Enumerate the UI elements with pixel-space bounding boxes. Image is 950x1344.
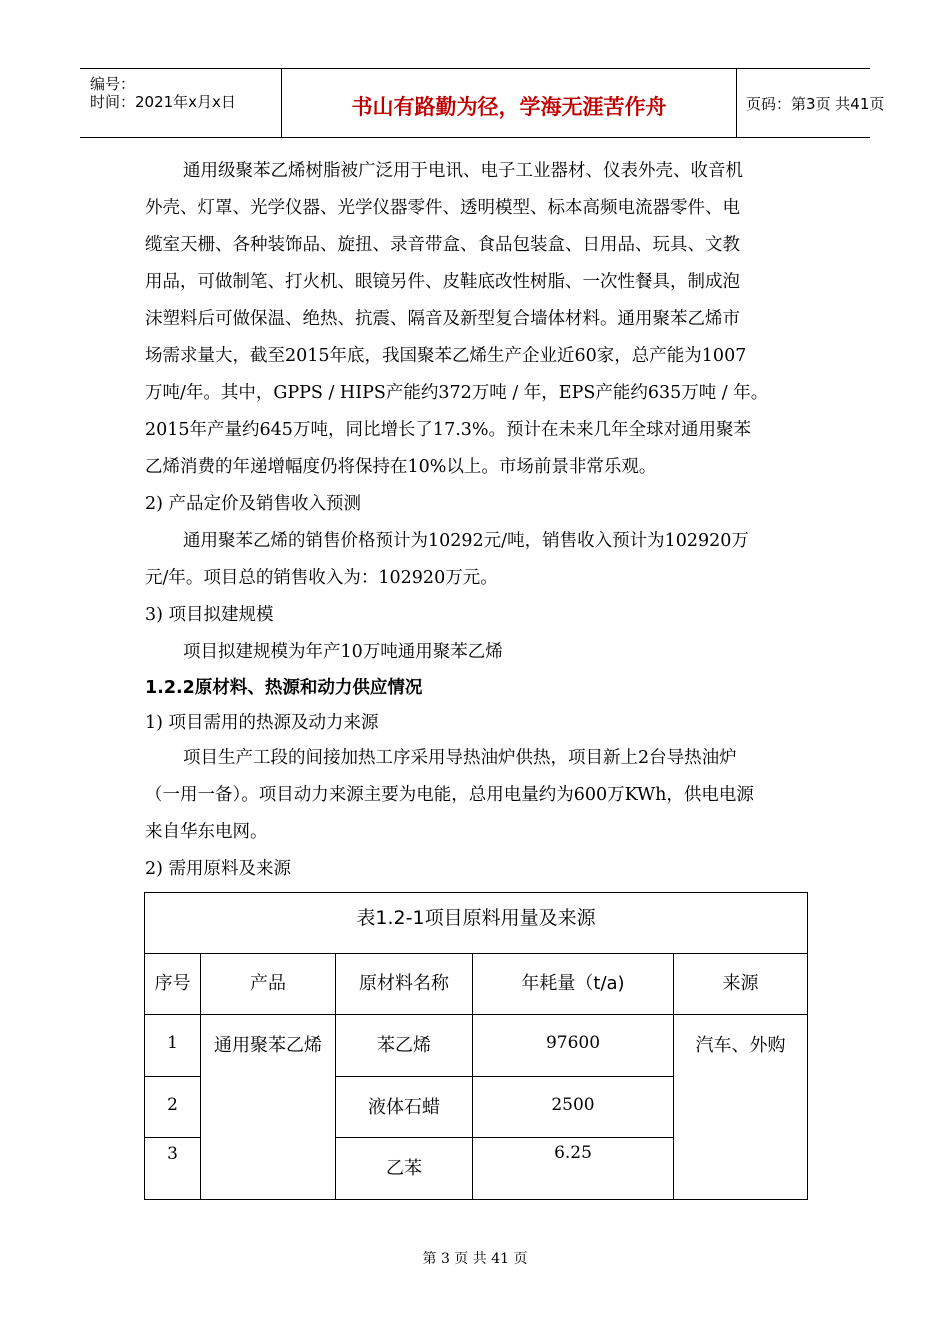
paragraph-line: 万吨/年。其中，GPPS / HIPS产能约372万吨 / 年，EPS产能约635万吨 / 年。 — [145, 383, 769, 403]
materials-table — [144, 892, 808, 1200]
sec3-heading: 3) 项目拟建规模 — [145, 605, 274, 625]
paragraph-line: 场需求量大，截至2015年底，我国聚苯乙烯生产企业近60家，总产能为1007 — [145, 346, 747, 366]
sub1-heading: 1) 项目需用的热源及动力来源 — [145, 713, 379, 733]
page-footer: 第 3 页 共 41 页 — [422, 1251, 528, 1267]
header-date: 时间：2021年x月x日 — [90, 93, 236, 111]
header-motto: 书山有路勤为径，学海无涯苦作舟 — [351, 95, 667, 119]
paragraph-line: 沫塑料后可做保温、绝热、抗震、隔音及新型复合墙体材料。通用聚苯乙烯市 — [145, 309, 740, 329]
paragraph-line: 2015年产量约645万吨，同比增长了17.3%。预计在未来几年全球对通用聚苯 — [145, 420, 752, 440]
paragraph-line: 元/年。项目总的销售收入为：102920万元。 — [145, 568, 498, 588]
header-meta — [80, 69, 280, 137]
paragraph-line: 通用级聚苯乙烯树脂被广泛用于电讯、电子工业器材、仪表外壳、收音机 — [183, 161, 743, 181]
header-product: 产品 — [250, 973, 286, 994]
table-header-cell — [473, 953, 674, 1015]
paragraph-line: 用品，可做制笔、打火机、眼镜另件、皮鞋底改性树脂、一次性餐具，制成泡 — [145, 272, 740, 292]
material-name: 乙苯 — [386, 1158, 422, 1179]
table-cell-material — [336, 1138, 473, 1199]
paragraph-line: 外壳、灯罩、光学仪器、光学仪器零件、透明模型、标本高频电流器零件、电 — [145, 198, 740, 218]
table-cell-amount — [473, 1138, 674, 1199]
table-cell-no — [145, 1015, 201, 1077]
header-source: 来源 — [722, 973, 759, 994]
row-number: 3 — [167, 1144, 178, 1164]
paragraph-line: 项目生产工段的间接加热工序采用导热油炉供热，项目新上2台导热油炉 — [183, 748, 737, 768]
header-number: 编号： — [90, 75, 136, 93]
table-cell-no — [145, 1138, 201, 1199]
header-page-cell — [736, 69, 885, 137]
header-motto-cell — [281, 69, 737, 137]
row-number: 1 — [167, 1033, 178, 1053]
product-cell — [201, 1015, 336, 1199]
table-cell-amount — [473, 1077, 674, 1138]
material-name: 液体石蜡 — [368, 1097, 440, 1118]
table-header-cell — [336, 953, 473, 1015]
paragraph-line: 乙烯消费的年递增幅度仍将保持在10%以上。市场前景非常乐观。 — [145, 457, 657, 477]
amount-value: 6.25 — [554, 1143, 592, 1163]
sec2-heading: 2) 产品定价及销售收入预测 — [145, 494, 362, 514]
header-page-number: 页码：第3页 共41页 — [746, 95, 885, 113]
paragraph-line: （一用一备）。项目动力来源主要为电能，总用电量约为600万KWh，供电电源 — [145, 785, 754, 805]
table-header-cell — [145, 953, 201, 1015]
table-caption: 表1.2-1项目原料用量及来源 — [145, 893, 807, 954]
header-amount: 年耗量（t/a) — [521, 973, 625, 994]
header-no: 序号 — [154, 973, 191, 994]
source-cell — [674, 1015, 807, 1199]
product-name: 通用聚苯乙烯 — [214, 1035, 322, 1056]
table-header-cell — [201, 953, 336, 1015]
material-name: 苯乙烯 — [377, 1035, 431, 1056]
table-cell-no — [145, 1077, 201, 1138]
source-name: 汽车、外购 — [695, 1035, 786, 1056]
paragraph-line: 通用聚苯乙烯的销售价格预计为10292元/吨，销售收入预计为102920万 — [183, 531, 749, 551]
row-number: 2 — [167, 1095, 178, 1115]
section-title: 1.2.2原材料、热源和动力供应情况 — [145, 678, 423, 698]
header-material: 原材料名称 — [359, 973, 449, 994]
table-cell-amount — [473, 1015, 674, 1077]
table-cell-material — [336, 1015, 473, 1077]
table-header-cell — [674, 953, 807, 1015]
sub2-heading: 2) 需用原料及来源 — [145, 859, 292, 879]
amount-value: 97600 — [545, 1033, 601, 1053]
table-cell-material — [336, 1077, 473, 1138]
amount-value: 2500 — [551, 1095, 595, 1115]
page-header — [80, 68, 885, 138]
paragraph-line: 来自华东电网。 — [145, 822, 268, 842]
paragraph-line: 缆室天栅、各种装饰品、旋扭、录音带盒、食品包装盒、日用品、玩具、文教 — [145, 235, 740, 255]
paragraph-line: 项目拟建规模为年产10万吨通用聚苯乙烯 — [183, 642, 503, 662]
